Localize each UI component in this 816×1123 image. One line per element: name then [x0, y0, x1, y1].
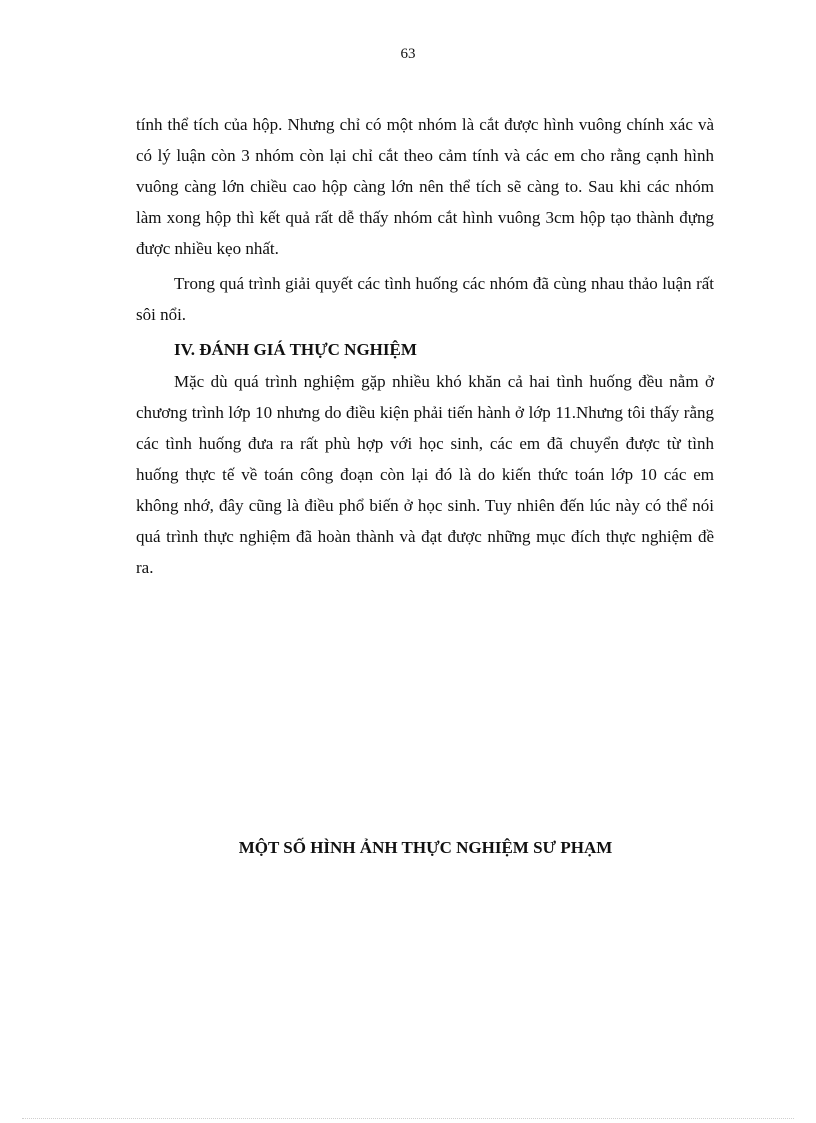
photos-title: MỘT SỐ HÌNH ẢNH THỰC NGHIỆM SƯ PHẠM: [238, 838, 613, 857]
page-number: 63: [400, 46, 416, 62]
section-heading: IV. ĐÁNH GIÁ THỰC NGHIỆM: [174, 340, 417, 359]
paragraph-box-volume: tính thể tích của hộp. Nhưng chỉ có một nhóm là cắt được hình vuông chính xác và có lý luận còn 3 nhóm còn lại chỉ cắt theo cảm tính và các em cho rằng cạnh hình vuông càng lớn chiều cao hộp càng lớn nên thể tích sẽ càng to. Sau khi các nhóm làm xong hộp thì kết quả rất dễ thấy nhóm cắt hình vuông 3cm hộp tạo thành đựng được nhiều kẹo nhất.: [136, 115, 714, 258]
document-body: [136, 109, 714, 587]
paragraph-group-discussion: Trong quá trình giải quyết các tình huống các nhóm đã cùng nhau thảo luận rất sôi nổi.: [136, 274, 714, 324]
page-bottom-divider: [22, 1118, 794, 1119]
paragraph-evaluation: Mặc dù quá trình nghiệm gặp nhiều khó khăn cả hai tình huống đều nằm ở chương trình lớp 10 nhưng do điều kiện phải tiến hành ở lớp 11.Nhưng tôi thấy rằng các tình huống đưa ra rất phù hợp với học sinh, các em đã chuyển được từ tình huống thực tế về toán công đoạn còn lại đó là do kiến thức toán lớp 10 các em không nhớ, đây cũng là điều phổ biến ở học sinh. Tuy nhiên đến lúc này có thể nói quá trình thực nghiệm đã hoàn thành và đạt được những mục đích thực nghiệm đề ra.: [136, 372, 714, 577]
